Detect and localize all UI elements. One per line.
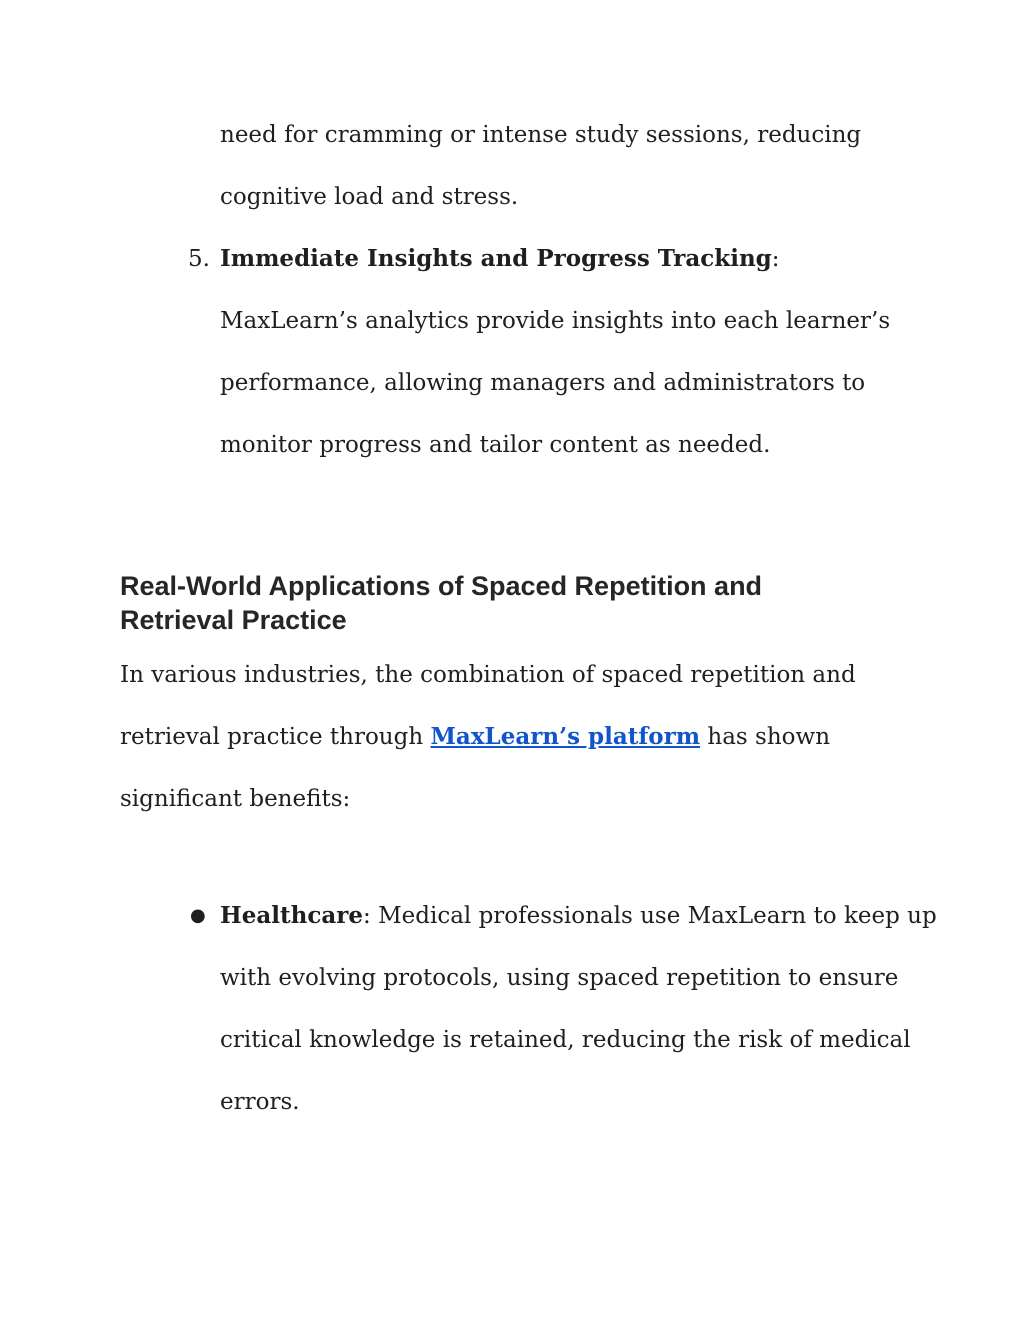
list-item-title: Immediate Insights and Progress Tracking [220, 245, 772, 272]
text-line-with-link [120, 706, 856, 768]
text-fragment: has shown [700, 724, 831, 750]
bullet-list-item [220, 885, 937, 1133]
title-colon: : [771, 246, 780, 272]
list-number: 5. [188, 246, 210, 272]
bullet-title-line [220, 885, 937, 947]
text-line: need for cramming or intense study sessions, reducing [220, 122, 862, 148]
text-line: In various industries, the combination of spaced repetition and [120, 662, 856, 688]
text-line: cognitive load and stress. [220, 184, 519, 210]
list-item-title-line [220, 228, 890, 290]
list-item-continuation [220, 104, 861, 228]
text-line: performance, allowing managers and administrators to [220, 370, 866, 396]
numbered-list-item [220, 228, 890, 476]
section-heading [120, 569, 762, 637]
heading-line: Retrieval Practice [120, 605, 347, 635]
maxlearn-platform-link[interactable]: MaxLearn’s platform [430, 723, 701, 750]
intro-paragraph [120, 644, 856, 830]
text-fragment: : Medical professionals use MaxLearn to keep up [363, 903, 937, 929]
heading-line: Real-World Applications of Spaced Repetition and [120, 571, 763, 601]
bullet-marker: ● [190, 905, 206, 926]
bullet-title: Healthcare [220, 902, 364, 929]
text-line: critical knowledge is retained, reducing the risk of medical [220, 1027, 911, 1053]
text-line: monitor progress and tailor content as needed. [220, 432, 771, 458]
text-line: errors. [220, 1089, 300, 1115]
text-line: significant benefits: [120, 786, 351, 812]
text-line: MaxLearn’s analytics provide insights into each learner’s [220, 308, 891, 334]
text-fragment: retrieval practice through [120, 724, 431, 750]
text-line: with evolving protocols, using spaced repetition to ensure [220, 965, 899, 991]
